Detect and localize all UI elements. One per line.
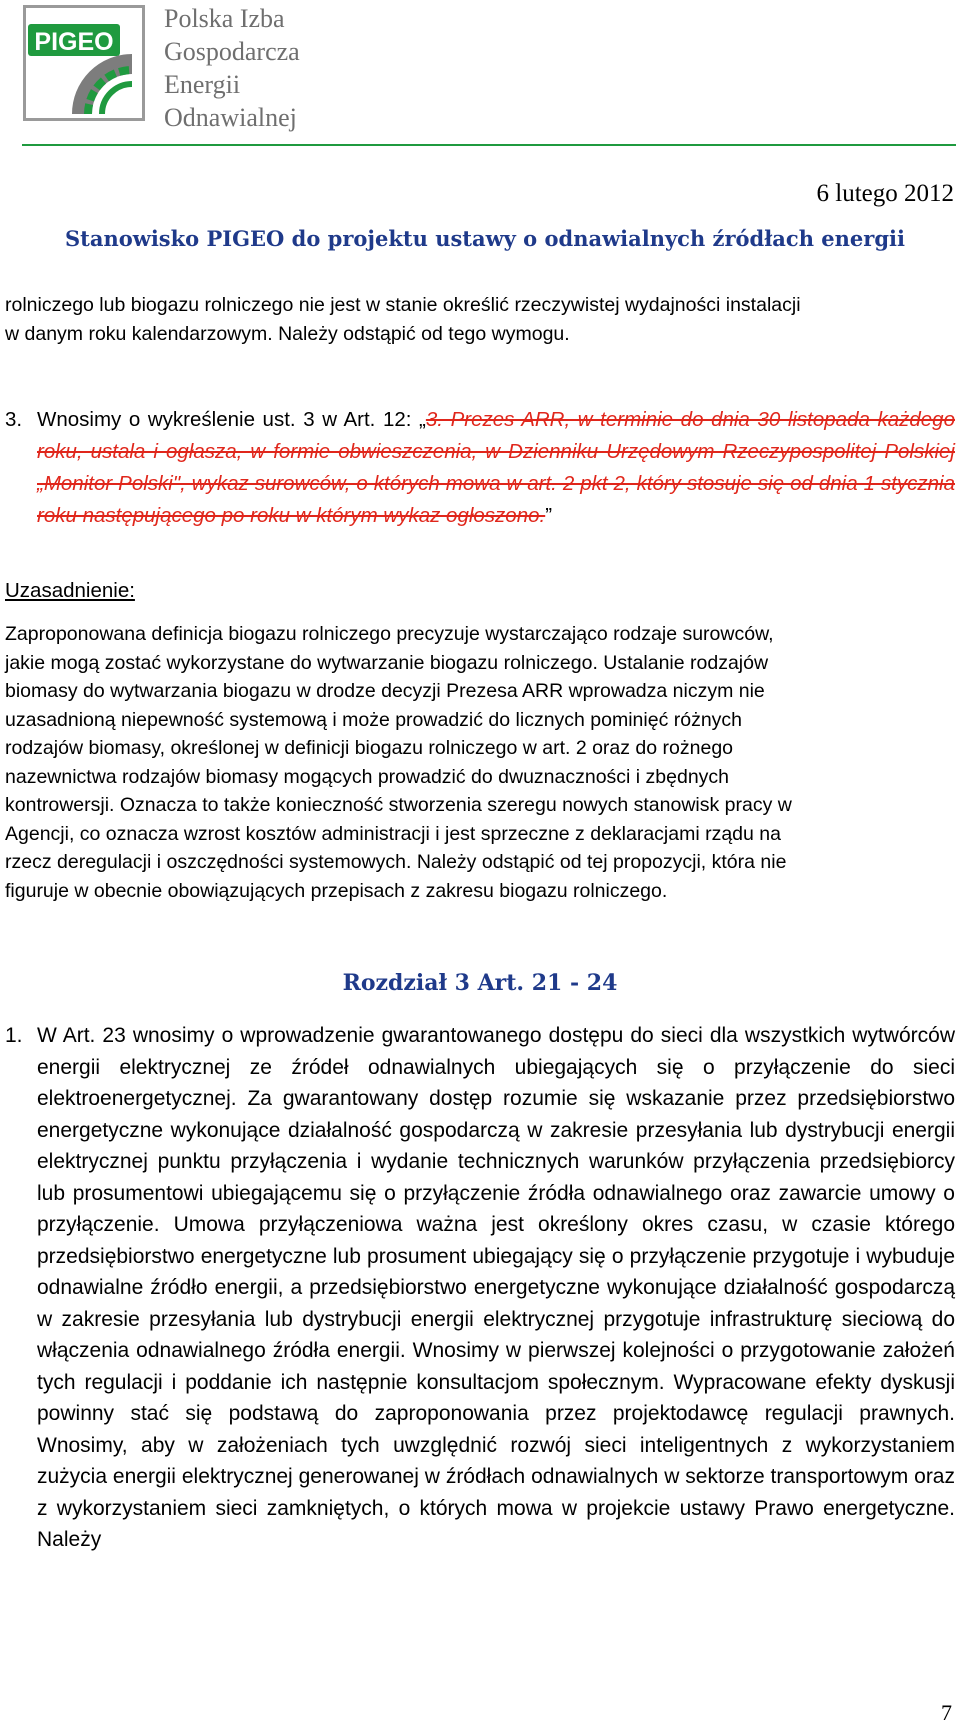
paragraph-continuation: [5, 291, 950, 348]
text-line: w danym roku kalendarzowym. Należy odstąpić od tego wymogu.: [5, 322, 570, 345]
text-line: Zaproponowana definicja biogazu rolniczego precyzuje wystarczająco rodzaje surowców,: [5, 623, 774, 645]
proposal-item-3: [5, 404, 955, 532]
org-line: Energii: [164, 70, 241, 99]
item-number: 1.: [5, 1024, 23, 1047]
chapter-heading: Rozdział 3 Art. 21 - 24: [342, 970, 618, 996]
document-date: 6 lutego 2012: [816, 180, 954, 207]
page-number: 7: [941, 1700, 952, 1725]
text-line: rolniczego lub biogazu rolniczego nie jest w stanie określić rzeczywistej wydajności instalacji: [5, 294, 801, 316]
text-line: kontrowersji. Oznacza to także konieczność stworzenia szeregu nowych stanowisk pracy w: [5, 794, 792, 816]
document-title: Stanowisko PIGEO do projektu ustawy o odnawialnych źródłach energii: [65, 226, 905, 251]
org-line: Gospodarcza: [164, 37, 300, 66]
text-line: Agencji, co oznacza wzrost kosztów administracji i jest sprzeczne z deklaracjami rządu na: [5, 822, 781, 845]
text-line: rodzajów biomasy, określonej w definicji biogazu rolniczego w art. 2 oraz do rożnego: [5, 737, 734, 759]
struck-provision: 3. Prezes ARR, w terminie do dnia 30 listopada każdego roku, ustala i ogłasza, w formie obwieszczenia, w Dzienniku Urzędowym Rzeczypospolitej Polskiej „Monitor Polski", wykaz surowców, o których mowa w art. 2 pkt 2, który stosuje się od dnia 1 stycznia roku następującego po roku w którym wykaz ogłoszono.: [37, 408, 955, 527]
closing-quote: ”: [545, 504, 553, 527]
justification-paragraph: [5, 620, 955, 905]
justification-label: Uzasadnienie:: [5, 579, 135, 602]
item-intro: Wnosimy o wykreślenie ust. 3 w Art. 12: „: [37, 408, 426, 431]
text-line: biomasy do wytwarzania biogazu w drodze decyzji Prezesa ARR wprowadza niczym nie: [5, 680, 765, 702]
org-line: Polska Izba: [164, 4, 285, 33]
org-line: Odnawialnej: [164, 103, 297, 132]
item-number: 3.: [5, 408, 23, 431]
logo-text: PIGEO: [34, 28, 114, 56]
header-divider: [22, 144, 956, 146]
item-text: W Art. 23 wnosimy o wprowadzenie gwarantowanego dostępu do sieci dla wszystkich wytwórców energii elektrycznej ze źródeł odnawialnych ubiegających się o przyłączenie do sieci elektroenergetycznej. Za gwarantowany dostęp rozumie się wskazanie przez przedsiębiorstwo energetyczne wykonujące działalność gospodarczą w zakresie przesyłania lub dystrybucji energii elektrycznej punktu przyłączenia i wydanie technicznych warunków przyłączenia przedsiębiorcy lub prosumentowi ubiegającemu się o przyłączenie źródła odnawialnego oraz zawarcie umowy o przyłączenie. Umowa przyłączeniowa ważna jest określony okres czasu, w czasie którego przedsiębiorstwo energetyczne lub prosument ubiegający się o przyłączenie przygotuje i wybuduje odnawialne źródło energii, a przedsiębiorstwo energetyczne wykonujące działalność gospodarczą w zakresie przesyłania lub dystrybucji energii elektrycznej przygotuje infrastrukturę sieciową do włączenia odnawialnego źródła energii. Wnosimy w pierwszej kolejności o przygotowanie założeń tych regulacji i poddanie ich następnie konsultacjom społecznym. Wypracowane efekty dyskusji powinny stać się podstawą do zaproponowania przez projektodawcę regulacji prawnych. Wnosimy, aby w założeniach tych uwzględnić rozwój sieci inteligentnych z wykorzystaniem zużycia energii elektrycznej generowanej w źródłach odnawialnych w sektorze transportowym oraz z wykorzystaniem sieci zamkniętych, o których mowa w projekcie ustawy Prawo energetyczne. Należy: [37, 1024, 955, 1551]
pigeo-logo: [22, 4, 146, 122]
text-line: figuruje w obecnie obowiązujących przepisach z zakresu biogazu rolniczego.: [5, 879, 668, 902]
text-line: jakie mogą zostać wykorzystane do wytwarzanie biogazu rolniczego. Ustalanie rodzajów: [5, 651, 769, 674]
text-line: nazewnictwa rodzajów biomasy mogących prowadzić do dwuznaczności i zbędnych: [5, 765, 730, 788]
organization-name: [164, 2, 300, 134]
chapter-item-1: [5, 1020, 955, 1556]
text-line: rzecz deregulacji i oszczędności systemowych. Należy odstąpić od tej propozycji, która nie: [5, 851, 787, 873]
text-line: uzasadnioną niepewność systemową i może prowadzić do licznych pominięć różnych: [5, 708, 743, 731]
